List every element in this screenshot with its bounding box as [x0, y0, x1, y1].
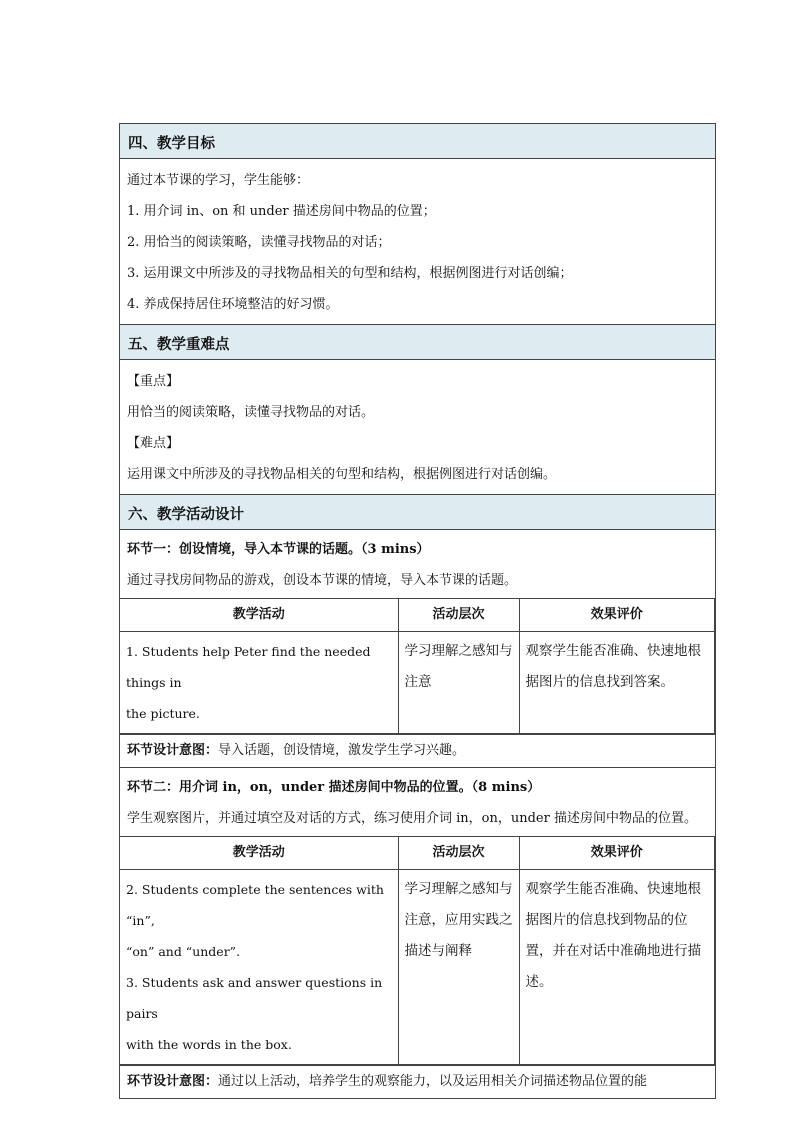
- header-level: 活动层次: [398, 837, 519, 870]
- activity-line: “on” and “under”.: [126, 944, 241, 959]
- key-point-label: 【重点】: [127, 374, 180, 389]
- objectives-intro: 通过本节课的学习，学生能够：: [127, 173, 310, 188]
- lesson-plan-table: [119, 123, 716, 1099]
- step-1-header: [120, 530, 716, 599]
- step-2-description: 学生观察图片，并通过填空及对话的方式，练习使用介词 in，on，under 描述房间中物品的位置。: [127, 811, 697, 826]
- step-1-level: 学习理解之感知与注意: [398, 632, 519, 734]
- objective-item: 4. 养成保持居住环境整洁的好习惯。: [127, 297, 339, 312]
- step-1-title: 环节一：创设情境，导入本节课的话题。（3 mins）: [127, 542, 430, 557]
- objective-item: 1. 用介词 in、on 和 under 描述房间中物品的位置；: [127, 204, 436, 219]
- section-4-title: 四、教学目标: [120, 124, 716, 159]
- step-2-activity: [120, 870, 398, 1065]
- intent-text: 导入话题，创设情境，激发学生学习兴趣。: [218, 743, 466, 758]
- objective-item: 3. 运用课文中所涉及的寻找物品相关的句型和结构，根据例图进行对话创编；: [127, 266, 573, 281]
- difficulty-label: 【难点】: [127, 436, 180, 451]
- section-4-body: [120, 159, 716, 325]
- header-evaluation: 效果评价: [519, 599, 715, 632]
- step-2-level: 学习理解之感知与注意，应用实践之描述与阐释: [398, 870, 519, 1065]
- header-activity: 教学活动: [120, 837, 398, 870]
- step-2-activity-table: [120, 837, 715, 1065]
- header-evaluation: 效果评价: [519, 837, 715, 870]
- lesson-plan-document: [119, 123, 716, 1099]
- intent-label: 环节设计意图：: [127, 743, 219, 758]
- key-point-text: 用恰当的阅读策略，读懂寻找物品的对话。: [127, 405, 375, 420]
- step-1-evaluation: 观察学生能否准确、快速地根据图片的信息找到答案。: [519, 632, 715, 734]
- step-2-activity-table-wrap: [120, 837, 716, 1066]
- step-1-intent: [120, 735, 716, 768]
- step-1-activity-table-wrap: [120, 599, 716, 735]
- header-level: 活动层次: [398, 599, 519, 632]
- step-2-title: 环节二：用介词 in，on，under 描述房间中物品的位置。（8 mins）: [127, 780, 541, 795]
- step-1-activity-table: [120, 599, 715, 734]
- difficulty-text: 运用课文中所涉及的寻找物品相关的句型和结构，根据例图进行对话创编。: [127, 467, 557, 482]
- step-2-header: [120, 768, 716, 837]
- activity-line: 1. Students help Peter find the needed things in: [126, 644, 371, 690]
- activity-line: 2. Students complete the sentences with “in”,: [126, 882, 384, 928]
- activity-line: 3. Students ask and answer questions in pairs: [126, 975, 383, 1021]
- intent-text: 通过以上活动，培养学生的观察能力，以及运用相关介词描述物品位置的能: [218, 1074, 648, 1089]
- step-2-evaluation: 观察学生能否准确、快速地根据图片的信息找到物品的位置，并在对话中准确地进行描述。: [519, 870, 715, 1065]
- activity-line: the picture.: [126, 706, 200, 721]
- activity-line: with the words in the box.: [126, 1037, 292, 1052]
- section-6-title: 六、教学活动设计: [120, 495, 716, 530]
- step-1-description: 通过寻找房间物品的游戏，创设本节课的情境，导入本节课的话题。: [127, 573, 518, 588]
- header-activity: 教学活动: [120, 599, 398, 632]
- objective-item: 2. 用恰当的阅读策略，读懂寻找物品的对话；: [127, 235, 391, 250]
- intent-label: 环节设计意图：: [127, 1074, 219, 1089]
- step-1-activity: [120, 632, 398, 734]
- section-5-title: 五、教学重难点: [120, 325, 716, 360]
- section-5-body: [120, 360, 716, 495]
- step-2-intent: [120, 1066, 716, 1099]
